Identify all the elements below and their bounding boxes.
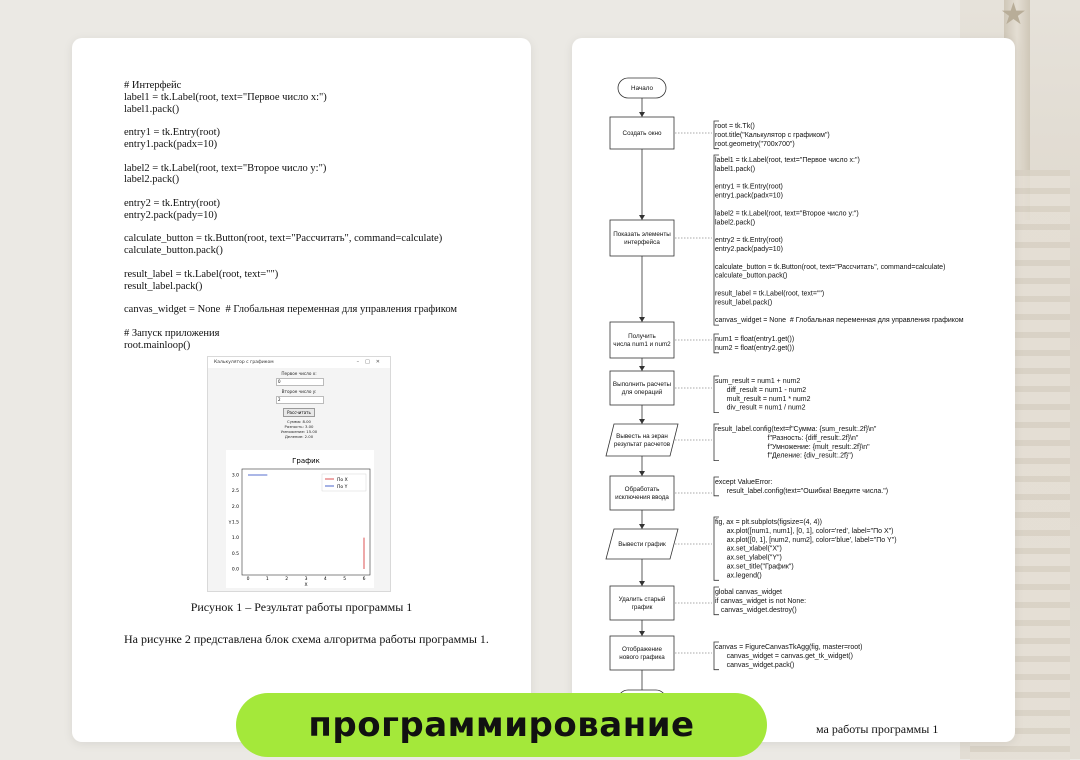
y-axis-label: Y xyxy=(228,521,232,526)
annotation-line: result_label = tk.Label(root, text="") xyxy=(715,290,825,298)
annotation-line: div_result = num1 / num2 xyxy=(715,404,806,412)
arrow-icon xyxy=(639,366,645,371)
annotation-line: ax.plot([0, 1], [num2, num2], color='blue', label="По Y") xyxy=(715,536,897,544)
y-tick-label: 0.0 xyxy=(231,567,239,573)
plot-title: График xyxy=(292,457,320,465)
flow-block-label: для операций xyxy=(621,389,663,396)
flow-process-block xyxy=(610,636,674,670)
calculate-button: Рассчитать xyxy=(283,408,315,417)
flow-process-block xyxy=(610,476,674,510)
code-line: # Интерфейс xyxy=(124,80,182,91)
annotation-line: entry1 = tk.Entry(root) xyxy=(715,183,783,191)
x-tick-label: 6 xyxy=(362,577,366,582)
flow-block-label: нового графика xyxy=(619,654,665,661)
annotation-line: num1 = float(entry1.get()) xyxy=(715,336,795,343)
document-page-right xyxy=(572,38,1015,742)
flowchart xyxy=(572,38,1015,742)
code-line: root.mainloop() xyxy=(124,339,191,351)
flow-block-label: Вывесть на экран xyxy=(616,433,668,440)
code-line: calculate_button = tk.Button(root, text="Рассчитать", command=calculate) xyxy=(124,233,443,245)
annotation-line: global canvas_widget xyxy=(715,589,782,596)
annotation-line: canvas_widget = canvas.get_tk_widget() xyxy=(715,652,853,660)
flow-block-label: числа num1 и num2 xyxy=(613,341,671,348)
label-y: Второе число y: xyxy=(281,389,317,394)
arrow-icon xyxy=(639,317,645,322)
figure-caption: Рисунок 1 – Результат работы программы 1 xyxy=(190,600,413,614)
arrow-icon xyxy=(639,581,645,586)
annotation-line: except ValueError: xyxy=(715,479,773,486)
legend-y: По Y xyxy=(337,485,348,490)
program-screenshot xyxy=(207,356,391,592)
banner-text: программирование xyxy=(308,705,695,745)
flow-process-block xyxy=(610,586,674,620)
annotation-line: canvas = FigureCanvasTkAgg(fig, master=root) xyxy=(715,644,863,651)
window-title: Калькулятор с графиком xyxy=(214,360,274,365)
code-line xyxy=(124,222,457,234)
code-line: calculate_button.pack() xyxy=(124,245,223,257)
arrow-icon xyxy=(639,471,645,476)
annotation-line: f"Деление: {div_result:.2f}") xyxy=(715,452,854,460)
x-tick-label: 4 xyxy=(323,577,327,582)
code-line xyxy=(124,115,457,127)
window-titlebar xyxy=(208,357,390,368)
flow-block-label: Начало xyxy=(631,85,653,92)
annotation-line: ax.legend() xyxy=(715,572,762,580)
category-banner xyxy=(236,693,767,757)
flow-block-label: Обработать xyxy=(624,486,660,493)
plot-svg xyxy=(226,450,374,588)
annotation-line: if canvas_widget is not None: xyxy=(715,597,807,605)
y-tick-label: 1.5 xyxy=(231,520,239,526)
document-page-left xyxy=(72,38,531,742)
annotation-line: num2 = float(entry2.get()) xyxy=(715,344,795,352)
results-label xyxy=(208,419,390,439)
flow-io-block xyxy=(606,424,678,456)
entry-y: 2 xyxy=(276,396,324,404)
y-tick-label: 2.5 xyxy=(231,489,239,495)
annotation-line: calculate_button.pack() xyxy=(715,272,788,280)
code-line xyxy=(124,257,457,269)
arrow-icon xyxy=(639,419,645,424)
flow-process-block xyxy=(610,220,674,256)
annotation-line: mult_result = num1 * num2 xyxy=(715,395,811,403)
annotation-line: label1 = tk.Label(root, text="Первое число x:") xyxy=(715,157,860,164)
code-line: label2 = tk.Label(root, text="Второе число y:") xyxy=(124,162,327,174)
result-line: Деление: 2.00 xyxy=(284,434,314,439)
flow-block-label: интерфейса xyxy=(624,239,660,246)
code-line: label1.pack() xyxy=(124,103,180,115)
annotation-line: entry2 = tk.Entry(root) xyxy=(715,237,783,245)
code-line xyxy=(124,151,457,163)
plot-area xyxy=(226,450,374,588)
annotation-line: label2 = tk.Label(root, text="Второе число y:") xyxy=(715,210,859,218)
annotation-line: root.geometry("700x700") xyxy=(715,140,795,148)
code-line: canvas_widget = None # Глобальная переменная для управления графиком xyxy=(124,304,458,316)
annotation-line: ax.set_xlabel("X") xyxy=(715,545,782,553)
flow-process-block xyxy=(610,322,674,358)
flow-block-label: Получить xyxy=(628,333,656,340)
annotation-line: sum_result = num1 + num2 xyxy=(715,378,801,385)
annotation-line: root.title("Калькулятор с графиком") xyxy=(715,131,830,139)
annotation-line: root = tk.Tk() xyxy=(715,123,755,130)
code-line: result_label.pack() xyxy=(124,280,203,292)
code-line: result_label = tk.Label(root, text="") xyxy=(124,268,279,280)
label-x: Первое число x: xyxy=(281,371,317,376)
flow-block-label: исключения ввода xyxy=(615,494,669,501)
annotation-line: ax.plot([num1, num1], [0, 1], color='red', label="По X") xyxy=(715,527,894,535)
code-line: entry2 = tk.Entry(root) xyxy=(124,197,221,209)
legend-x: По X xyxy=(337,478,348,483)
code-line xyxy=(124,186,457,198)
annotation-line: canvas_widget = None # Глобальная переменная для управления графиком xyxy=(715,317,964,325)
annotation-line: f"Разность: {diff_result:.2f}\n" xyxy=(715,434,859,442)
code-line: # Запуск приложения xyxy=(124,327,220,339)
flow-block-label: Выполнить расчеты xyxy=(612,381,672,388)
y-tick-label: 1.0 xyxy=(231,536,239,542)
plot-legend xyxy=(322,474,366,491)
y-tick-label: 3.0 xyxy=(231,473,239,479)
annotation-line: diff_result = num1 - num2 xyxy=(715,386,807,394)
code-line: entry2.pack(pady=10) xyxy=(124,209,218,221)
x-tick-label: 1 xyxy=(265,577,269,582)
figure-caption-right: ма работы программы 1 xyxy=(816,722,939,736)
annotation-line: canvas_widget.pack() xyxy=(715,661,795,669)
code-line xyxy=(124,292,457,304)
flow-process-block xyxy=(610,371,674,405)
flow-block-label: Отображение xyxy=(621,646,663,653)
flow-block-label: график xyxy=(631,604,653,611)
result-line: Умножение: 15.00 xyxy=(280,429,318,434)
annotation-line: ax.set_ylabel("Y") xyxy=(715,554,782,562)
result-line: Разность: 3.00 xyxy=(284,424,314,429)
annotation-line: calculate_button = tk.Button(root, text="Рассчитать", command=calculate) xyxy=(715,263,946,271)
code-line: label1 = tk.Label(root, text="Первое число x:") xyxy=(124,91,327,103)
code-line xyxy=(124,316,457,328)
x-axis-label: X xyxy=(304,583,308,588)
x-tick-label: 0 xyxy=(246,577,250,582)
x-tick-label: 5 xyxy=(343,577,347,582)
star-icon: ★ xyxy=(1000,0,1027,31)
y-tick-label: 0.5 xyxy=(231,551,239,557)
flow-block-label: Создать окно xyxy=(622,130,662,137)
result-line: Сумма: 8.00 xyxy=(287,419,311,424)
annotation-line: fig, ax = plt.subplots(figsize=(4, 4)) xyxy=(715,519,822,526)
arrow-icon xyxy=(639,524,645,529)
flow-block-label: Удалить старый xyxy=(618,596,666,603)
arrow-icon xyxy=(639,631,645,636)
entry-x: 0 xyxy=(276,378,324,386)
annotation-line: f"Умножение: {mult_result:.2f}\n" xyxy=(715,443,870,451)
body-paragraph: На рисунке 2 представлена блок схема алгоритма работы программы 1. xyxy=(124,632,489,646)
annotation-line: label2.pack() xyxy=(715,219,756,227)
window-controls-icon: –□✕ xyxy=(356,359,386,365)
code-line: entry1 = tk.Entry(root) xyxy=(124,127,221,139)
code-listing xyxy=(124,80,457,351)
x-tick-label: 3 xyxy=(304,577,308,582)
annotation-line: entry2.pack(pady=10) xyxy=(715,246,783,253)
annotation-line: result_label.config(text=f"Сумма: {sum_result:.2f}\n" xyxy=(715,426,877,433)
flow-block-label: Вывести график xyxy=(618,541,666,548)
flow-block-label: Показать элементы xyxy=(613,231,671,238)
annotation-line: canvas_widget.destroy() xyxy=(715,606,797,614)
annotation-line: result_label.config(text="Ошибка! Введите числа.") xyxy=(715,487,889,495)
code-line: label2.pack() xyxy=(124,174,180,186)
code-line: entry1.pack(padx=10) xyxy=(124,138,218,150)
annotation-line: label1.pack() xyxy=(715,165,756,173)
annotation-line: ax.set_title("График") xyxy=(715,563,794,571)
arrow-icon xyxy=(639,112,645,117)
flow-block-label: результат расчетов xyxy=(613,441,671,448)
arrow-icon xyxy=(639,215,645,220)
y-tick-label: 2.0 xyxy=(231,504,239,510)
annotation-line: entry1.pack(padx=10) xyxy=(715,192,783,200)
x-tick-label: 2 xyxy=(285,577,289,582)
annotation-line: result_label.pack() xyxy=(715,299,773,307)
